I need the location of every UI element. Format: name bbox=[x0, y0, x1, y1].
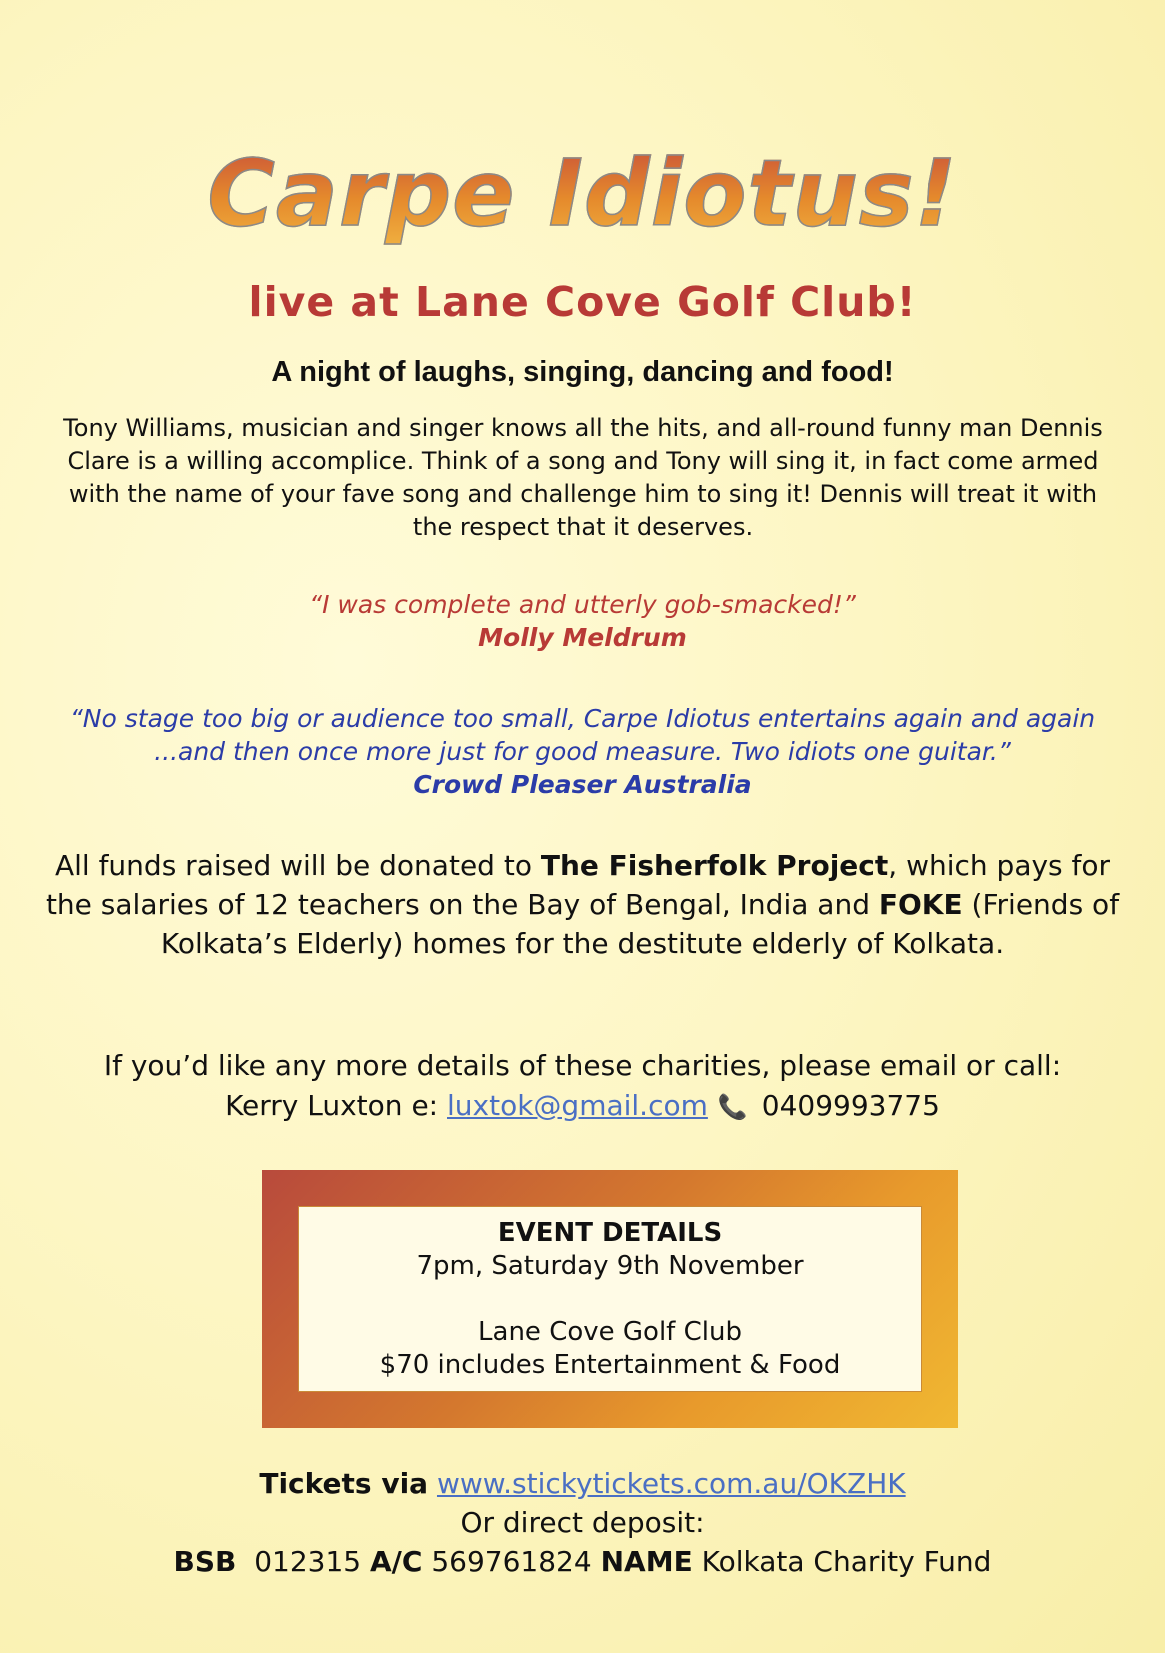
quote-author: Crowd Pleaser Australia bbox=[413, 770, 752, 799]
contact-block bbox=[0, 1046, 1165, 1127]
phone-number: 0409993775 bbox=[761, 1089, 940, 1122]
tickets-line bbox=[0, 1464, 1165, 1503]
event-price: $70 includes Entertainment & Food bbox=[379, 1350, 841, 1380]
event-details-box bbox=[298, 1206, 922, 1392]
quote-text: “No stage too big or audience too small, Carpe Idiotus entertains again and again ...and then once more just for good measure. Two idiots one guitar.” bbox=[69, 704, 1096, 766]
funds-text: , which pays for the salaries of 12 teachers on the Bay of Bengal, India and bbox=[45, 849, 1111, 921]
tickets-block bbox=[0, 1464, 1165, 1581]
ac-label: A/C bbox=[370, 1545, 423, 1578]
intro-paragraph: Tony Williams, musician and singer knows all the hits, and all-round funny man Dennis Clare is a willing accomplice. Think of a song and Tony will sing it, in fact come armed with the name of your fave song and challenge him to sing it! Dennis will treat it with the respect that it deserves. bbox=[63, 414, 1103, 541]
bsb-label: BSB bbox=[173, 1545, 237, 1578]
account-name: Kolkata Charity Fund bbox=[701, 1545, 992, 1578]
quote-molly bbox=[0, 588, 1165, 654]
quote-crowd-pleaser bbox=[50, 702, 1115, 801]
event-title: Carpe Idiotus! bbox=[0, 140, 1165, 247]
bsb-value: 012315 bbox=[254, 1545, 362, 1578]
event-details-heading: EVENT DETAILS bbox=[497, 1218, 723, 1248]
funds-text: All funds raised will be donated to bbox=[54, 849, 541, 882]
tickets-label: Tickets via bbox=[259, 1467, 429, 1500]
funds-text: (Friends of Kolkata’s Elderly) homes for the destitute elderly of Kolkata. bbox=[160, 888, 1120, 960]
event-datetime: 7pm, Saturday 9th November bbox=[416, 1251, 804, 1281]
account-name-label: NAME bbox=[600, 1545, 693, 1578]
quote-text: “I was complete and utterly gob-smacked!” bbox=[309, 590, 856, 619]
phone-icon: 📞 bbox=[717, 1093, 748, 1121]
event-tagline: A night of laughs, singing, dancing and food! bbox=[271, 356, 894, 388]
deposit-label: Or direct deposit: bbox=[460, 1506, 705, 1539]
foke-name: FOKE bbox=[878, 888, 963, 921]
contact-name: Kerry Luxton e: bbox=[225, 1089, 447, 1122]
email-link[interactable]: luxtok@gmail.com bbox=[447, 1089, 708, 1122]
contact-line bbox=[0, 1086, 1165, 1127]
event-details-frame bbox=[262, 1170, 958, 1428]
event-subtitle: live at Lane Cove Golf Club! bbox=[248, 278, 917, 326]
funds-paragraph bbox=[40, 846, 1125, 963]
contact-intro: If you’d like any more details of these charities, please email or call: bbox=[103, 1049, 1062, 1082]
tickets-link[interactable]: www.stickytickets.com.au/OKZHK bbox=[436, 1467, 906, 1500]
fisherfolk-project: The Fisherfolk Project bbox=[540, 849, 889, 882]
bank-details bbox=[0, 1542, 1165, 1581]
ac-value: 569761824 bbox=[431, 1545, 592, 1578]
event-venue: Lane Cove Golf Club bbox=[478, 1317, 742, 1347]
quote-author: Molly Meldrum bbox=[478, 623, 687, 652]
